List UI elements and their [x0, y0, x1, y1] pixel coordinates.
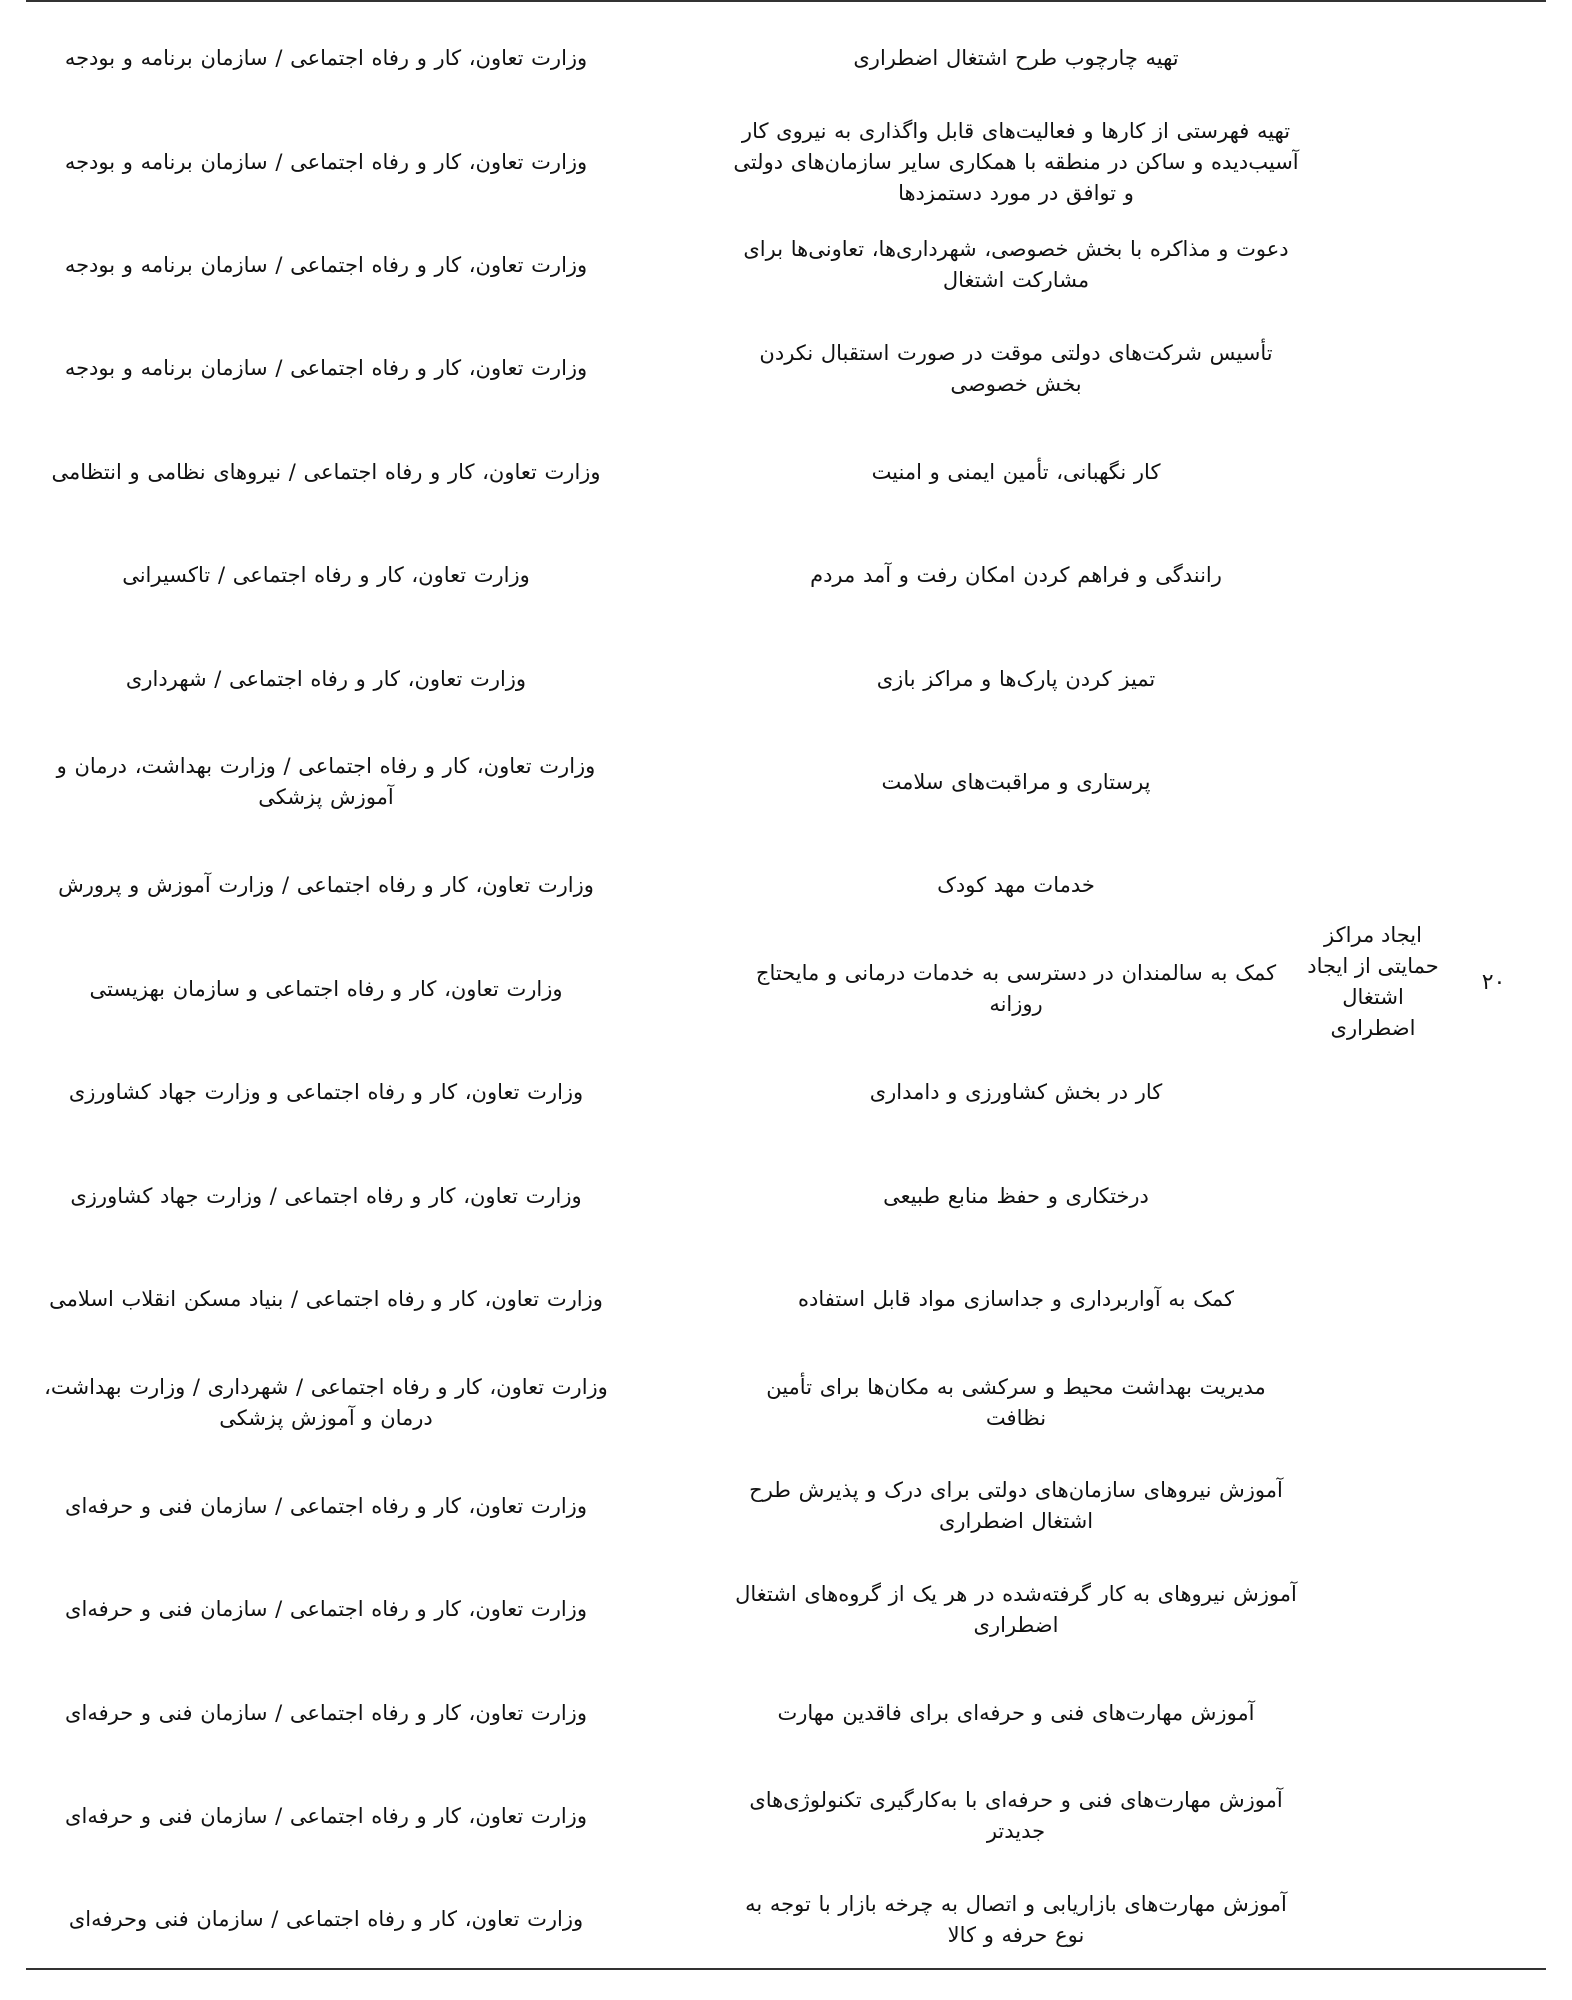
- action-cell: [733, 1765, 1299, 1868]
- responsible-text: وزارت تعاون، کار و رفاه اجتماعی / نیروهای نظامی و انتظامی: [51, 459, 601, 484]
- table-row: [26, 421, 1546, 524]
- responsible-cell: [26, 731, 626, 834]
- responsible-cell: [26, 317, 626, 420]
- table-row: [26, 1868, 1546, 1971]
- table-row: [26, 214, 1546, 317]
- table-row: [26, 1041, 1546, 1144]
- table-row: [26, 1558, 1546, 1661]
- action-cell: [733, 938, 1299, 1041]
- responsible-cell: [26, 1041, 626, 1144]
- action-cell: [733, 7, 1299, 110]
- table-row: [26, 1455, 1546, 1558]
- responsible-text: وزارت تعاون، کار و رفاه اجتماعی / سازمان فنی و حرفه‌ای: [65, 1597, 587, 1622]
- activities-table: [26, 2, 1546, 1968]
- action-cell: [733, 1455, 1299, 1558]
- responsible-cell: [26, 1661, 626, 1764]
- action-cell: [733, 731, 1299, 834]
- responsible-cell: [26, 1765, 626, 1868]
- responsible-cell: [26, 834, 626, 937]
- responsible-cell: [26, 1144, 626, 1247]
- action-text: تهیه چارچوب طرح اشتغال اضطراری: [853, 46, 1179, 71]
- action-text: کار در بخش کشاورزی و دامداری: [869, 1080, 1163, 1105]
- responsible-text: وزارت تعاون، کار و رفاه اجتماعی و سازمان بهزیستی: [89, 976, 563, 1001]
- table-row: [26, 627, 1546, 730]
- responsible-text: وزارت تعاون، کار و رفاه اجتماعی / سازمان فنی و حرفه‌ای: [65, 1700, 587, 1725]
- action-cell: [733, 1248, 1299, 1351]
- action-text: آموزش مهارت‌های فنی و حرفه‌ای با به‌کارگیری تکنولوژی‌های جدیدتر: [749, 1788, 1283, 1844]
- action-cell: [733, 421, 1299, 524]
- action-text: کمک به سالمندان در دسترسی به خدمات درمانی و مایحتاج روزانه: [755, 961, 1277, 1017]
- responsible-text: وزارت تعاون، کار و رفاه اجتماعی / وزارت جهاد کشاورزی: [70, 1183, 582, 1208]
- action-text: تأسیس شرکت‌های دولتی موقت در صورت استقبال نکردن بخش خصوصی: [759, 340, 1273, 396]
- responsible-cell: [26, 1248, 626, 1351]
- responsible-cell: [26, 1558, 626, 1661]
- action-cell: [733, 1144, 1299, 1247]
- responsible-text: وزارت تعاون، کار و رفاه اجتماعی / وزارت بهداشت، درمان و آموزش پزشکی: [56, 754, 596, 810]
- table-row: [26, 7, 1546, 110]
- responsible-text: وزارت تعاون، کار و رفاه اجتماعی / سازمان فنی و حرفه‌ای: [65, 1493, 587, 1518]
- action-text: پرستاری و مراقبت‌های سلامت: [881, 769, 1151, 794]
- table-row: [26, 938, 1546, 1041]
- table-row: [26, 1765, 1546, 1868]
- responsible-text: وزارت تعاون، کار و رفاه اجتماعی / سازمان برنامه و بودجه: [64, 252, 588, 277]
- table-bottom-rule: [26, 1968, 1546, 1970]
- table-row: [26, 834, 1546, 937]
- action-text: درختکاری و حفظ منابع طبیعی: [883, 1183, 1149, 1208]
- action-text: مدیریت بهداشت محیط و سرکشی به مکان‌ها برای تأمین نظافت: [766, 1374, 1266, 1430]
- table-row: [26, 110, 1546, 213]
- action-text: تهیه فهرستی از کارها و فعالیت‌های قابل واگذاری به نیروی کار آسیب‌دیده و ساکن در منطقه با همکاری سایر سازمان‌های دولتی و توافق در مورد دستمزدها: [733, 118, 1299, 205]
- action-text: آموزش مهارت‌های فنی و حرفه‌ای برای فاقدین مهارت: [777, 1700, 1255, 1725]
- responsible-text: وزارت تعاون، کار و رفاه اجتماعی و وزارت جهاد کشاورزی: [68, 1080, 584, 1105]
- responsible-cell: [26, 1455, 626, 1558]
- responsible-cell: [26, 1868, 626, 1971]
- responsible-text: وزارت تعاون، کار و رفاه اجتماعی / سازمان فنی وحرفه‌ای: [68, 1907, 584, 1932]
- action-cell: [733, 524, 1299, 627]
- action-text: رانندگی و فراهم کردن امکان رفت و آمد مردم: [810, 563, 1222, 588]
- responsible-text: وزارت تعاون، کار و رفاه اجتماعی / شهرداری: [125, 666, 527, 691]
- action-text: کمک به آواربرداری و جداسازی مواد قابل استفاده: [797, 1286, 1235, 1311]
- responsible-text: وزارت تعاون، کار و رفاه اجتماعی / سازمان فنی و حرفه‌ای: [65, 1803, 587, 1828]
- action-cell: [733, 1868, 1299, 1971]
- action-text: خدمات مهد کودک: [937, 873, 1095, 898]
- responsible-text: وزارت تعاون، کار و رفاه اجتماعی / بنیاد مسکن انقلاب اسلامی: [49, 1286, 603, 1311]
- table-row: [26, 1248, 1546, 1351]
- responsible-text: وزارت تعاون، کار و رفاه اجتماعی / تاکسیرانی: [122, 563, 530, 588]
- responsible-cell: [26, 1351, 626, 1454]
- action-cell: [733, 317, 1299, 420]
- responsible-cell: [26, 421, 626, 524]
- action-text: آموزش نیروهای به کار گرفته‌شده در هر یک از گروه‌های اشتغال اضطراری: [735, 1581, 1297, 1637]
- action-cell: [733, 1041, 1299, 1144]
- responsible-cell: [26, 938, 626, 1041]
- table-row: [26, 317, 1546, 420]
- responsible-cell: [26, 524, 626, 627]
- responsible-text: وزارت تعاون، کار و رفاه اجتماعی / سازمان برنامه و بودجه: [64, 356, 588, 381]
- table-row: [26, 1351, 1546, 1454]
- table-row: [26, 524, 1546, 627]
- responsible-cell: [26, 214, 626, 317]
- responsible-text: وزارت تعاون، کار و رفاه اجتماعی / شهرداری / وزارت بهداشت، درمان و آموزش پزشکی: [44, 1374, 608, 1430]
- responsible-text: وزارت تعاون، کار و رفاه اجتماعی / سازمان برنامه و بودجه: [64, 149, 588, 174]
- responsible-cell: [26, 627, 626, 730]
- action-text: آموزش نیروهای سازمان‌های دولتی برای درک و پذیرش طرح اشتغال اضطراری: [749, 1478, 1283, 1534]
- responsible-cell: [26, 7, 626, 110]
- table-row: [26, 731, 1546, 834]
- action-cell: [733, 1661, 1299, 1764]
- action-cell: [733, 834, 1299, 937]
- action-cell: [733, 214, 1299, 317]
- action-text: دعوت و مذاکره با بخش خصوصی، شهرداری‌ها، تعاونی‌ها برای مشارکت اشتغال: [743, 237, 1289, 293]
- group-title: ایجاد مراکز حمایتی از ایجاد اشتغال اضطراری: [1307, 923, 1439, 1040]
- responsible-text: وزارت تعاون، کار و رفاه اجتماعی / وزارت آموزش و پرورش: [58, 873, 594, 898]
- action-cell: [733, 627, 1299, 730]
- responsible-cell: [26, 110, 626, 213]
- responsible-text: وزارت تعاون، کار و رفاه اجتماعی / سازمان برنامه و بودجه: [64, 46, 588, 71]
- action-text: کار نگهبانی، تأمین ایمنی و امنیت: [871, 459, 1161, 484]
- action-text: آموزش مهارت‌های بازاریابی و اتصال به چرخه بازار با توجه به نوع حرفه و کالا: [745, 1891, 1287, 1947]
- action-cell: [733, 110, 1299, 213]
- table-row: [26, 1144, 1546, 1247]
- action-text: تمیز کردن پارک‌ها و مراکز بازی: [876, 666, 1156, 691]
- action-cell: [733, 1351, 1299, 1454]
- group-number: ۲۰: [1481, 969, 1506, 995]
- action-cell: [733, 1558, 1299, 1661]
- table-row: [26, 1661, 1546, 1764]
